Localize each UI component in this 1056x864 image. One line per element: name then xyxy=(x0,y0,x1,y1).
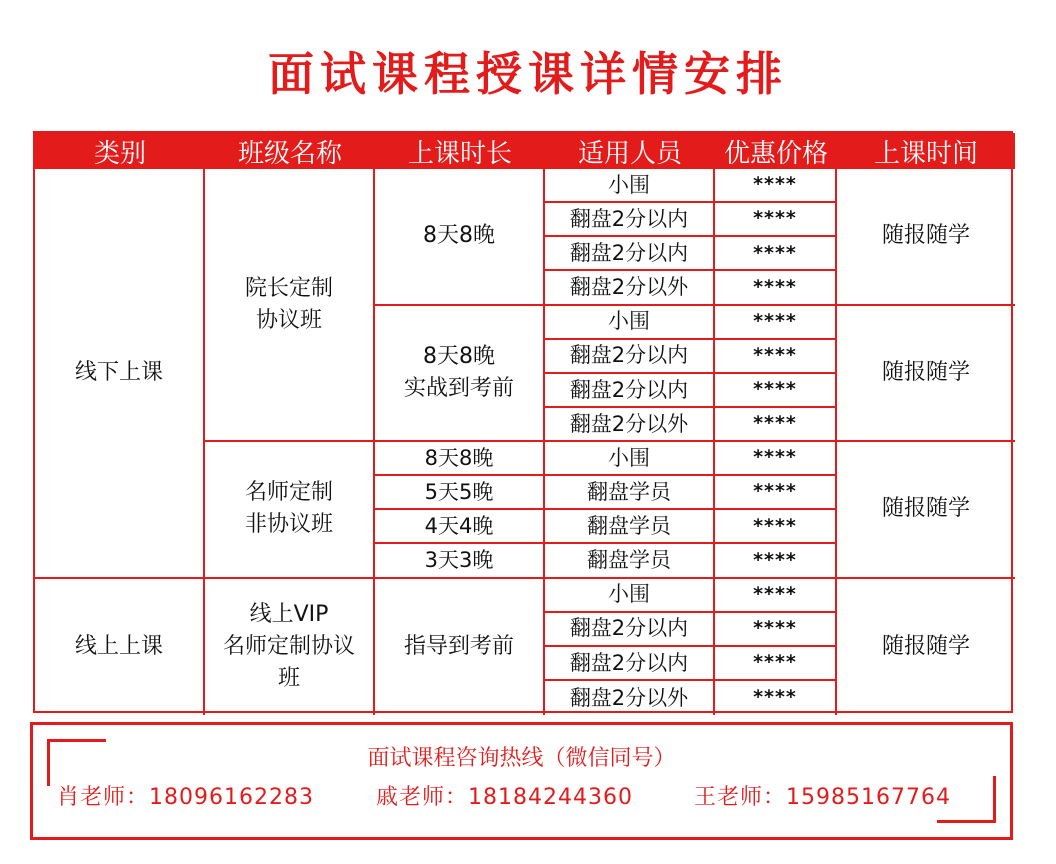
price-cell: **** xyxy=(715,203,837,237)
price-cell: **** xyxy=(715,510,837,544)
duration-cell: 指导到考前 xyxy=(375,579,545,716)
price-cell: **** xyxy=(715,271,837,305)
duration-cell: 4天4晚 xyxy=(375,510,545,544)
contact-footer xyxy=(30,722,1013,840)
people-cell: 小围 xyxy=(545,579,715,613)
category-online: 线上上课 xyxy=(35,579,205,716)
contact-teacher-qi: 戚老师：18184244360 xyxy=(376,785,633,810)
header-people: 适用人员 xyxy=(545,133,715,169)
price-cell: **** xyxy=(715,340,837,374)
people-cell: 小围 xyxy=(545,442,715,476)
price-cell: **** xyxy=(715,306,837,340)
time-cell: 随报随学 xyxy=(837,442,1015,579)
header-price: 优惠价格 xyxy=(715,133,837,169)
price-cell: **** xyxy=(715,442,837,476)
price-cell: **** xyxy=(715,681,837,715)
header-category: 类别 xyxy=(35,133,205,169)
price-cell: **** xyxy=(715,544,837,578)
duration-cell: 5天5晚 xyxy=(375,476,545,510)
time-cell: 随报随学 xyxy=(837,169,1015,306)
people-cell: 翻盘2分以内 xyxy=(545,237,715,271)
price-cell: **** xyxy=(715,613,837,647)
header-class-name: 班级名称 xyxy=(205,133,375,169)
people-cell: 翻盘2分以内 xyxy=(545,374,715,408)
time-cell: 随报随学 xyxy=(837,306,1015,443)
price-cell: **** xyxy=(715,237,837,271)
header-time: 上课时间 xyxy=(837,133,1015,169)
schedule-table xyxy=(33,131,1013,713)
contact-teacher-wang: 王老师：15985167764 xyxy=(694,785,951,810)
duration-cell: 8天8晚 xyxy=(375,442,545,476)
class-name-online-vip: 线上VIP 名师定制协议 班 xyxy=(205,579,375,716)
people-cell: 翻盘2分以内 xyxy=(545,340,715,374)
people-cell: 小围 xyxy=(545,169,715,203)
class-name-dean: 院长定制 协议班 xyxy=(205,169,375,442)
price-cell: **** xyxy=(715,408,837,442)
people-cell: 翻盘学员 xyxy=(545,510,715,544)
people-cell: 翻盘2分以外 xyxy=(545,408,715,442)
page-title: 面试课程授课详情安排 xyxy=(268,47,788,101)
people-cell: 翻盘2分以外 xyxy=(545,681,715,715)
price-cell: **** xyxy=(715,374,837,408)
category-offline: 线下上课 xyxy=(35,169,205,579)
price-cell: **** xyxy=(715,647,837,681)
price-cell: **** xyxy=(715,169,837,203)
people-cell: 翻盘学员 xyxy=(545,476,715,510)
duration-cell: 3天3晚 xyxy=(375,544,545,578)
duration-cell: 8天8晚 xyxy=(375,169,545,306)
contact-teacher-xiao: 肖老师：18096162283 xyxy=(57,785,314,810)
people-cell: 翻盘2分以内 xyxy=(545,613,715,647)
price-cell: **** xyxy=(715,476,837,510)
time-cell: 随报随学 xyxy=(881,633,970,659)
hotline-title: 面试课程咨询热线（微信同号） xyxy=(367,746,676,771)
people-cell: 翻盘学员 xyxy=(545,544,715,578)
class-name-teacher: 名师定制 非协议班 xyxy=(205,442,375,579)
header-duration: 上课时长 xyxy=(375,133,545,169)
people-cell: 翻盘2分以内 xyxy=(545,647,715,681)
duration-cell: 8天8晚 实战到考前 xyxy=(375,306,545,443)
people-cell: 翻盘2分以内 xyxy=(545,203,715,237)
people-cell: 翻盘2分以外 xyxy=(545,271,715,305)
people-cell: 小围 xyxy=(545,306,715,340)
price-cell: **** xyxy=(715,579,837,613)
